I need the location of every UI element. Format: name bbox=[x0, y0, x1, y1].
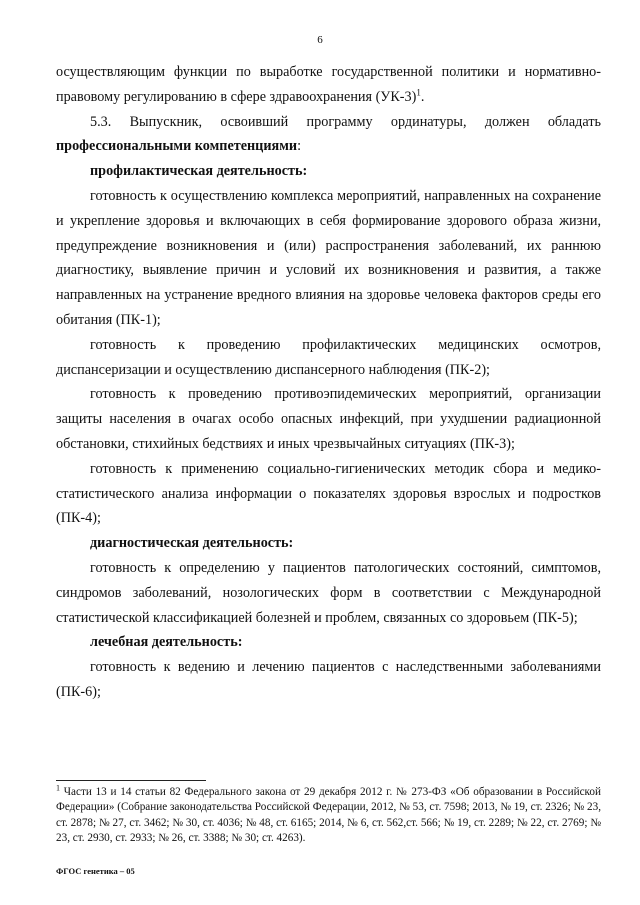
paragraph-uk3-text: осуществляющим функции по выработке государственной политики и нормативно-правовому регулированию в сфере здравоохранения (УК-3) bbox=[56, 64, 601, 105]
competency-pk1: готовность к осуществлению комплекса мероприятий, направленных на сохранение и укрепление здоровья и включающих в себя формирование здорового образа жизни, предупреждение возникновения и (или) распространения заболеваний, их раннюю диагностику, выявление причин и условий их возникновения и развития, а также направленных на устранение вредного влияния на здоровье человека факторов среды его обитания (ПК-1); bbox=[56, 187, 601, 328]
document-code: ФГОС генетика – 05 bbox=[56, 866, 135, 876]
heading-treatment: лечебная деятельность: bbox=[90, 634, 243, 651]
competency-pk3: готовность к проведению противоэпидемических мероприятий, организации защиты населения в очагах особо опасных инфекций, при ухудшении радиационной обстановки, стихийных бедствиях и иных чрезвычайных ситуациях (ПК-3); bbox=[56, 386, 601, 452]
footnote-text: Части 13 и 14 статьи 82 Федерального закона от 29 декабря 2012 г. № 273-ФЗ «Об образовании в Российской Федерации» (Собрание законодательства Российской Федерации, 2012, № 53, ст. 7598; 2013, № 19, ст. 2326; № 23, ст. 2878; № 27, ст. 3462; № 30, ст. 4036; № 48, ст. 6165; 2014, № 6, ст. 562,ст. 566; № 19, ст. 2289; № 22, ст. 2769; № 23, ст. 2930, ст. 2933; № 26, ст. 3388; № 30; ст. 4263). bbox=[56, 786, 601, 845]
footnote-divider bbox=[56, 780, 206, 781]
section-5-3-text: 5.3. Выпускник, освоивший программу ординатуры, должен обладать bbox=[90, 113, 601, 130]
footnote-reference[interactable]: 1 bbox=[416, 87, 421, 98]
competency-pk4: готовность к применению социально-гигиенических методик сбора и медико-статистического анализа информации о показателях здоровья взрослых и подростков (ПК-4); bbox=[56, 460, 601, 527]
section-5-3-bold-term: профессиональными компетенциями bbox=[56, 138, 298, 155]
competency-pk6: готовность к ведению и лечению пациентов с наследственными заболеваниями (ПК-6); bbox=[56, 659, 601, 700]
paragraph-uk3 bbox=[56, 60, 601, 110]
heading-diagnostic: диагностическая деятельность: bbox=[90, 535, 294, 552]
heading-prophylactic: профилактическая деятельность: bbox=[90, 163, 308, 180]
competency-pk5: готовность к определению у пациентов патологических состояний, симптомов, синдромов заболеваний, нозологических форм в соответствии с Международной статистической классификацией болезней и проблем, связанных со здоровьем (ПК-5); bbox=[56, 559, 601, 626]
paragraph-section-5-3 bbox=[56, 110, 601, 160]
footnote-mark: 1 bbox=[56, 783, 60, 793]
competency-pk2: готовность к проведению профилактических медицинских осмотров, диспансеризации и осуществлению диспансерного наблюдения (ПК-2); bbox=[56, 336, 601, 378]
section-5-3-end: : bbox=[297, 138, 302, 155]
footnote bbox=[56, 785, 601, 847]
paragraph-uk3-end: . bbox=[420, 88, 425, 105]
page-number: 6 bbox=[317, 34, 323, 46]
document-body bbox=[56, 60, 601, 705]
